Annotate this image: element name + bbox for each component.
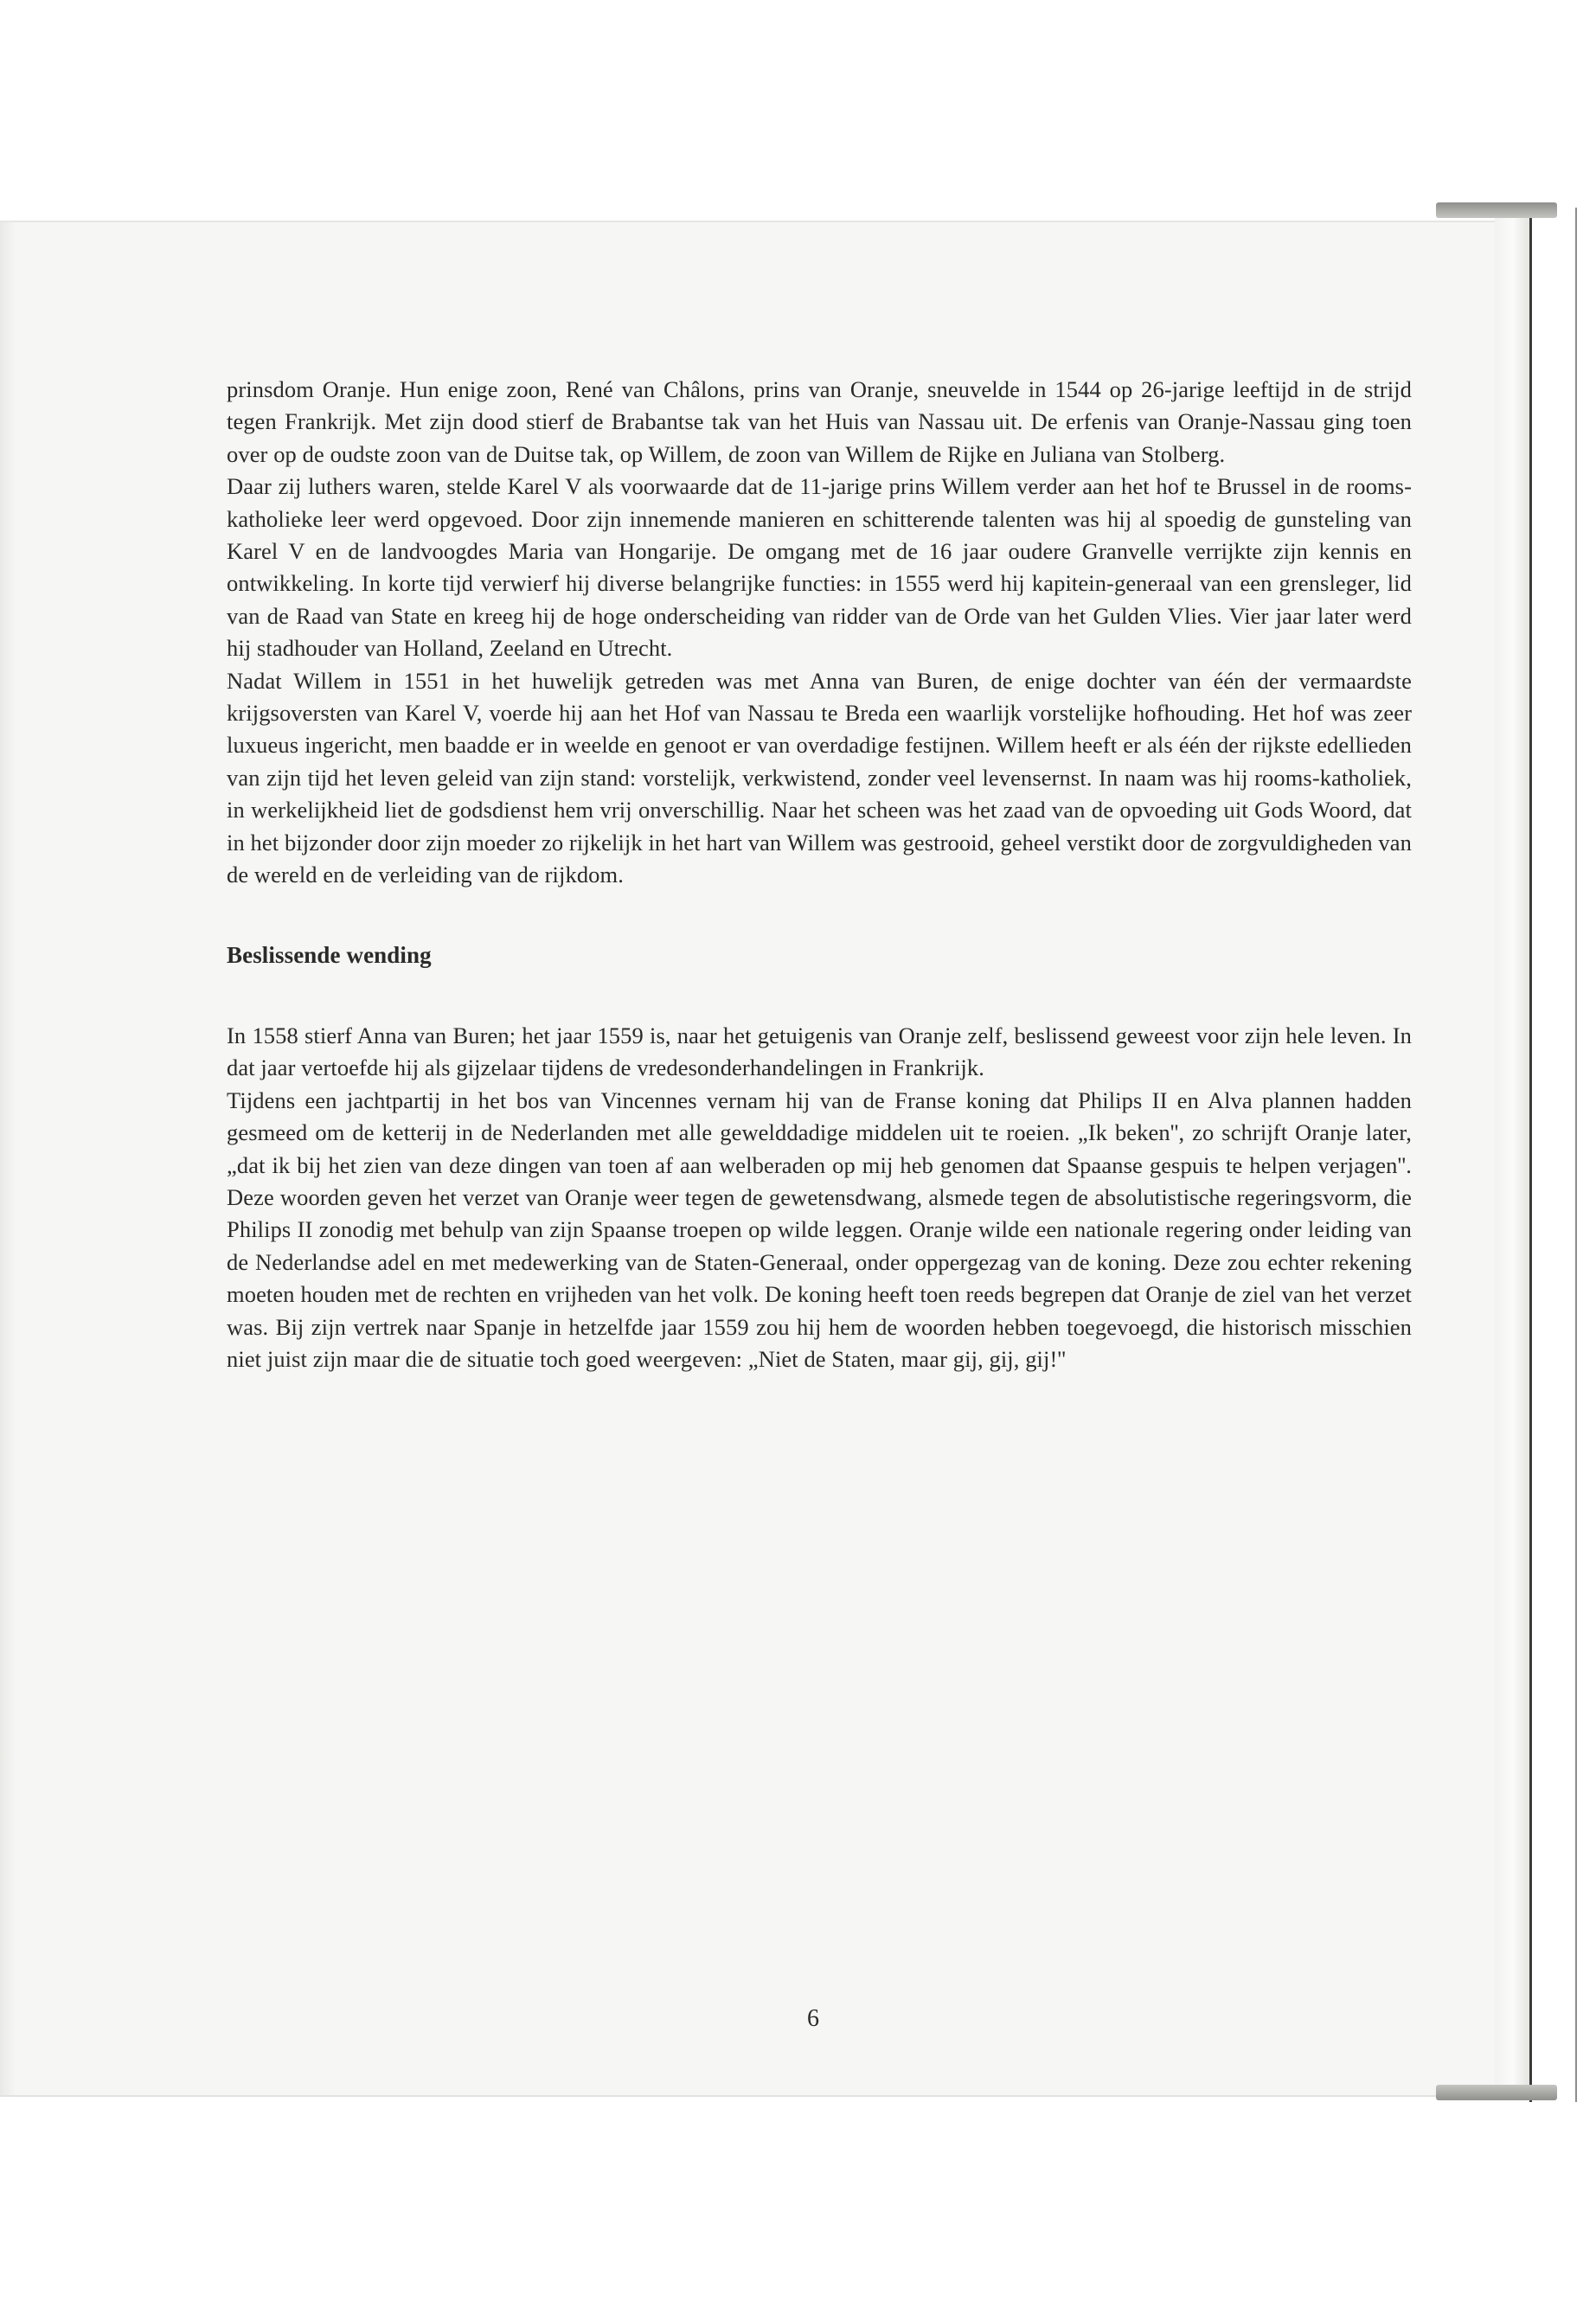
page-number: 6 xyxy=(807,2005,819,2032)
section-heading: Beslissende wending xyxy=(227,941,432,968)
paragraph: Tijdens een jachtpartij in het bos van Vincennes vernam hij van de Franse koning dat Philips II en Alva plannen hadden gesmeed om de ketterij in de Nederlanden met alle gewelddadige middelen uit te roeien. „Ik beken'', zo schrijft Oranje later, „dat ik bij het zien van deze dingen van toen af aan welberaden op mij heb genomen dat Spaanse gespuis te helpen verjagen''. Deze woorden geven het verzet van Oranje weer tegen de gewetensdwang, alsmede tegen de absolutistische regeringsvorm, die Philips II zonodig met behulp van zijn Spaanse troepen op wilde leggen. Oranje wilde een nationale regering onder leiding van de Nederlandse adel en met medewerking van de Staten-Generaal, onder oppergezag van de koning. Deze zou echter rekening moeten houden met de rechten en vrijheden van het volk. De koning heeft toen reeds begrepen dat Oranje de ziel van het verzet was. Bij zijn vertrek naar Spanje in hetzelfde jaar 1559 zou hij hem de woorden hebben toegevoegd, die historisch misschien niet juist zijn maar die de situatie toch goed weergeven: „Niet de Staten, maar gij, gij, gij!'' xyxy=(227,1086,1412,1372)
paragraph: In 1558 stierf Anna van Buren; het jaar 1559 is, naar het getuigenis van Oranje zelf, beslissend geweest voor zijn hele leven. In dat jaar vertoefde hij als gijzelaar tijdens de vredesonderhandelingen in Frankrijk. xyxy=(227,1022,1412,1081)
paragraph: Nadat Willem in 1551 in het huwelijk getreden was met Anna van Buren, de enige dochter van één der vermaardste krijgsoversten van Karel V, voerde hij aan het Hof van Nassau te Breda een waarlijk vorstelijke hofhouding. Het hof was zeer luxueus ingericht, men baadde er in weelde en genoot er van overdadige festijnen. Willem heeft er als één der rijkste edellieden van zijn tijd het leven geleid van zijn stand: vorstelijk, verkwistend, zonder veel levensernst. In naam was hij rooms-katholiek, in werkelijkheid liet de godsdienst hem vrij onverschillig. Naar het scheen was het zaad van de opvoeding uit Gods Woord, dat in het bijzonder door zijn moeder zo rijkelijk in het hart van Willem was gestrooid, geheel verstikt door de zorgvuldigheden van de wereld en de verleiding van de rijkdom. xyxy=(227,667,1412,888)
page-text xyxy=(227,374,1412,1375)
book-spine xyxy=(1529,208,1577,2102)
spine-cap-top xyxy=(1436,202,1557,218)
spine-cap-bottom xyxy=(1436,2085,1557,2100)
paragraph: prinsdom Oranje. Hun enige zoon, René van Châlons, prins van Oranje, sneuvelde in 1544 op 26-jarige leeftijd in de strijd tegen Frankrijk. Met zijn dood stierf de Brabantse tak van het Huis van Nassau uit. De erfenis van Oranje-Nassau ging toen over op de oudste zoon van de Duitse tak, op Willem, de zoon van Willem de Rijke en Juliana van Stolberg. xyxy=(227,376,1412,467)
paragraph: Daar zij luthers waren, stelde Karel V als voorwaarde dat de 11-jarige prins Willem verder aan het hof te Brussel in de rooms-katholieke leer werd opgevoed. Door zijn innemende manieren en schitterende talenten was hij al spoedig de gunsteling van Karel V en de landvoogdes Maria van Hongarije. De omgang met de 16 jaar oudere Granvelle verrijkte zijn kennis en ontwikkeling. In korte tijd verwierf hij diverse belangrijke functies: in 1555 werd hij kapitein-generaal van een grensleger, lid van de Raad van State en kreeg hij de hoge onderscheiding van ridder van de Orde van het Gulden Vlies. Vier jaar later werd hij stadhouder van Holland, Zeeland en Utrecht. xyxy=(227,473,1412,662)
